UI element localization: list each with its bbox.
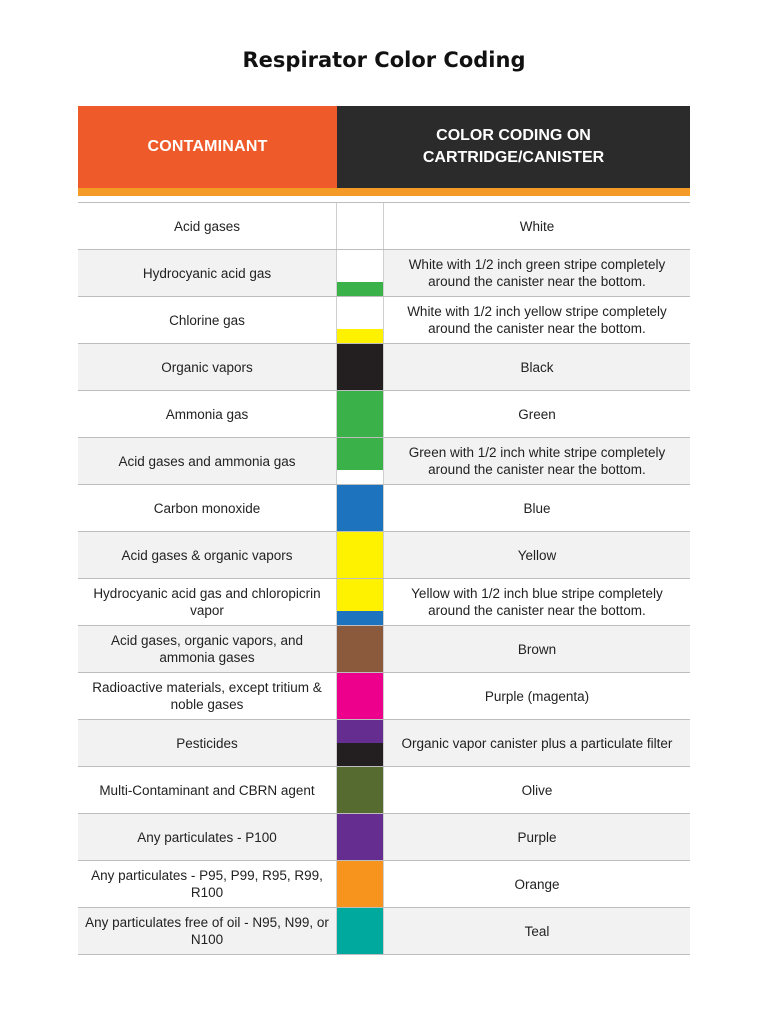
table-row [78,296,690,343]
color-coding-cell: Green [518,406,556,422]
swatch-segment [337,767,383,813]
swatch-segment [337,743,383,766]
contaminant-cell: Any particulates - P100 [137,829,277,845]
header-color-coding-line1: COLOR CODING ON [436,127,591,144]
table-row [78,531,690,578]
color-swatch [336,485,384,531]
contaminant-cell: Any particulates - P95, P99, R95, R99, R100 [91,868,323,900]
swatch-segment [337,297,383,329]
color-swatch [336,532,384,578]
table-row [78,484,690,531]
contaminant-cell: Acid gases & organic vapors [121,547,293,563]
header-accent-rule [78,188,690,196]
table-row [78,249,690,296]
table-body [78,202,690,955]
color-swatch [336,767,384,813]
color-swatch [336,673,384,719]
contaminant-cell: Hydrocyanic acid gas [142,265,272,281]
header-color-coding-line2: CARTRIDGE/CANISTER [422,149,605,166]
contaminant-cell: Pesticides [176,735,238,751]
color-coding-cell: Organic vapor canister plus a particulate filter [401,735,673,751]
swatch-segment [337,908,383,954]
color-swatch [336,297,384,343]
color-coding-cell: Yellow [517,547,557,563]
table-row [78,813,690,860]
contaminant-cell: Any particulates free of oil - N95, N99, or N100 [85,915,329,947]
contaminant-cell: Carbon monoxide [153,500,261,516]
color-coding-cell: Olive [521,782,553,798]
swatch-stripe [337,329,383,343]
swatch-segment [337,391,383,437]
header-color-coding [337,106,690,188]
color-coding-cell: Black [520,359,554,375]
page-title: Respirator Color Coding [242,48,526,72]
color-coding-cell: Purple [517,829,557,845]
swatch-segment [337,203,383,249]
contaminant-cell: Organic vapors [161,359,253,375]
color-coding-cell: White with 1/2 inch green stripe completely around the canister near the bottom. [408,257,666,289]
swatch-stripe [337,470,383,484]
table-row [78,390,690,437]
swatch-segment [337,861,383,907]
table-row [78,907,690,955]
contaminant-cell: Acid gases, organic vapors, and ammonia gases [110,633,304,665]
color-swatch [336,250,384,296]
contaminant-cell: Ammonia gas [165,406,249,422]
color-coding-cell: Yellow with 1/2 inch blue stripe completely around the canister near the bottom. [411,586,663,618]
color-swatch [336,626,384,672]
swatch-segment [337,720,383,743]
swatch-segment [337,438,383,470]
color-coding-cell: White with 1/2 inch yellow stripe completely around the canister near the bottom. [407,304,667,336]
table-row [78,343,690,390]
table-row [78,202,690,249]
swatch-segment [337,250,383,282]
color-swatch [336,908,384,954]
table-row [78,578,690,625]
swatch-segment [337,673,383,719]
color-coding-cell: Green with 1/2 inch white stripe completely around the canister near the bottom. [408,445,666,477]
contaminant-cell: Acid gases [173,218,241,234]
swatch-segment [337,814,383,860]
contaminant-cell: Multi-Contaminant and CBRN agent [99,782,315,798]
color-swatch [336,203,384,249]
color-swatch [336,814,384,860]
table-row [78,766,690,813]
swatch-segment [337,344,383,390]
swatch-segment [337,532,383,578]
color-coding-cell: Blue [523,500,551,516]
table-row [78,719,690,766]
swatch-segment [337,485,383,531]
swatch-segment [337,626,383,672]
swatch-stripe [337,611,383,625]
swatch-segment [337,579,383,611]
color-coding-cell: Brown [517,641,557,657]
color-coding-table [78,106,690,955]
table-row [78,672,690,719]
table-header [78,106,690,188]
swatch-stripe [337,282,383,296]
table-row [78,437,690,484]
contaminant-cell: Acid gases and ammonia gas [118,453,296,469]
color-coding-cell: Orange [514,876,560,892]
table-row [78,625,690,672]
color-coding-cell: Teal [524,923,550,939]
color-swatch [336,344,384,390]
color-coding-cell: White [519,218,555,234]
contaminant-cell: Hydrocyanic acid gas and chloropicrin vapor [93,586,321,618]
color-coding-cell: Purple (magenta) [484,688,590,704]
header-contaminant: CONTAMINANT [78,106,337,188]
color-swatch [336,438,384,484]
contaminant-cell: Radioactive materials, except tritium & noble gases [92,680,322,712]
table-row [78,860,690,907]
color-swatch [336,391,384,437]
color-swatch [336,861,384,907]
contaminant-cell: Chlorine gas [169,312,245,328]
color-swatch [336,720,384,766]
color-swatch [336,579,384,625]
